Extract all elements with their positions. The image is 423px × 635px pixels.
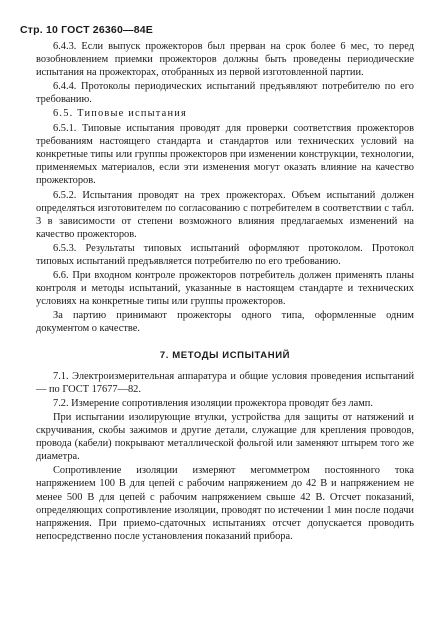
section-heading-7: 7. МЕТОДЫ ИСПЫТАНИЙ: [159, 350, 291, 362]
document-body: [36, 40, 414, 544]
paragraph-7-1: 7.1. Электроизмерительная аппаратура и общие условия проведения испытаний — по ГОСТ 17677—82.: [36, 371, 414, 396]
paragraph-insulation-measure: Сопротивление изоляции измеряют мегомметром постоянного тока напряжением 100 В для цепей с рабочим напряжением до 42 В и напряжением не менее 500 В для цепей с рабочим напряжением свыше 42 В. Отсчет показаний, определяющих сопротивление изоляции, проводят по истечении 1 мин после подачи напряжения. При приемо-сдаточных испытаниях отсчет допускается проводить непосредственно после установления показаний прибора.: [36, 465, 414, 542]
paragraph-lot-definition: За партию принимают прожекторы одного типа, оформленные одним документом о качестве.: [36, 309, 414, 334]
paragraph-6-4-3: 6.4.3. Если выпуск прожекторов был прерван на срок более 6 мес, то перед возобновлением приемки прожекторов должны быть проведены периодические испытания на прожекторах, отобранных из первой изготовленной партии.: [36, 41, 414, 79]
paragraph-insulation-prep: При испытании изолирующие втулки, устройства для защиты от натяжений и скручивания, скобы зажимов и другие детали, служащие для крепления проводов, провода (кабели) покрывают металлической фольгой или заменяют штырем того же диаметра.: [36, 412, 414, 463]
page-header: Стр. 10 ГОСТ 26360—84Е: [20, 24, 153, 36]
paragraph-6-5-2: 6.5.2. Испытания проводят на трех прожекторах. Объем испытаний должен определяться изготовителем по согласованию с потребителем в соответствии с табл. 3 в зависимости от степени возможного влияния предлагаемых изменений на качество прожекторов.: [36, 189, 414, 240]
paragraph-6-5-1: 6.5.1. Типовые испытания проводят для проверки соответствия прожекторов требованиям настоящего стандарта и стандартов или технических условий на конкретные типы или группы прожекторов при изменении конструкции, технологии, применяемых материалов, если эти изменения могут оказать влияние на качество прожекторов.: [36, 123, 414, 187]
heading-6-5: 6.5. Типовые испытания: [53, 108, 187, 120]
paragraph-7-2: 7.2. Измерение сопротивления изоляции прожектора проводят без ламп.: [53, 398, 373, 410]
paragraph-6-6: 6.6. При входном контроле прожекторов потребитель должен применять планы контроля и методы испытаний, указанные в настоящем стандарте и технических условиях на конкретные типы или группы прожекторов.: [36, 269, 414, 307]
paragraph-6-4-4: 6.4.4. Протоколы периодических испытаний предъявляют потребителю по его требованию.: [36, 81, 414, 106]
paragraph-6-5-3: 6.5.3. Результаты типовых испытаний оформляют протоколом. Протокол типовых испытаний предъявляется потребителю по его требованию.: [36, 242, 414, 267]
